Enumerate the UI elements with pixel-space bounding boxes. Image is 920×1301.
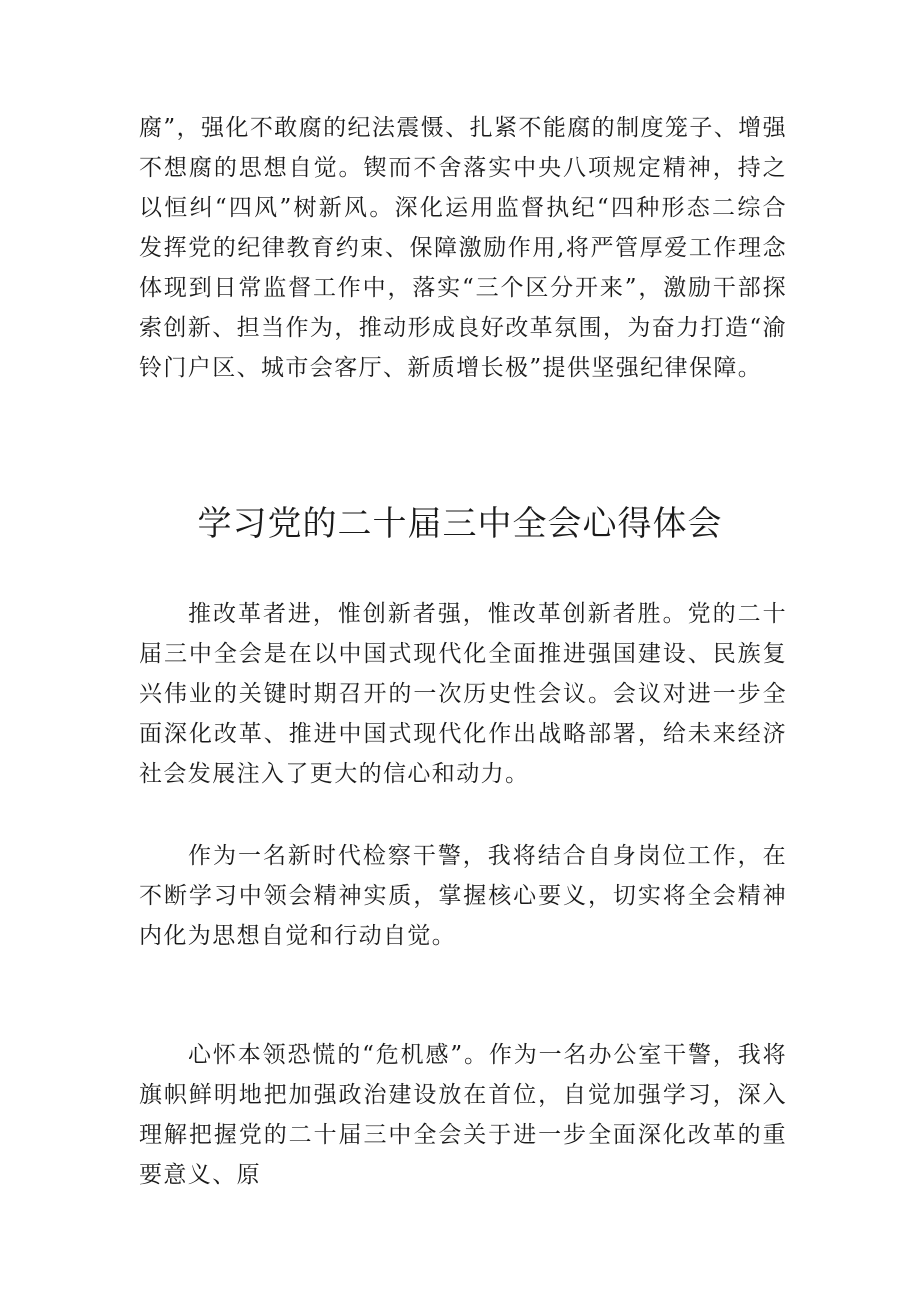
paragraph-commitment: 作为一名新时代检察干警，我将结合自身岗位工作，在不断学习中领会精神实质，掌握核心要义，切实将全会精神内化为思想自觉和行动自觉。 — [139, 843, 787, 949]
paragraph-crisis-awareness: 心怀本领恐慌的“危机感”。作为一名办公室干警，我将旗帜鲜明地把加强政治建设放在首位，自觉加强学习，深入理解把握党的二十届三中全会关于进一步全面深化改革的重要意义、原 — [139, 1042, 787, 1188]
paragraph-continuation: 腐”，强化不敢腐的纪法震慑、扎紧不能腐的制度笼子、增强不想腐的思想自觉。锲而不舍落实中央八项规定精神，持之以恒纠“四风”树新风。深化运用监督执纪“四种形态二综合发挥党的纪律教育约束、保障激励作用,将严管厚爱工作理念体现到日常监督工作中，落实“三个区分开来”，激励干部探索创新、担当作为，推动形成良好改革氛围，为奋力打造“渝铃门户区、城市会客厅、新质增长极”提供坚强纪律保障。 — [139, 115, 787, 381]
document-title: 学习党的二十届三中全会心得体会 — [197, 504, 723, 544]
paragraph-intro: 推改革者进，惟创新者强，惟改革创新者胜。党的二十届三中全会是在以中国式现代化全面推进强国建设、民族复兴伟业的关键时期召开的一次历史性会议。会议对进一步全面深化改革、推进中国式现代化作出战略部署，给未来经济社会发展注入了更大的信心和动力。 — [139, 601, 787, 787]
